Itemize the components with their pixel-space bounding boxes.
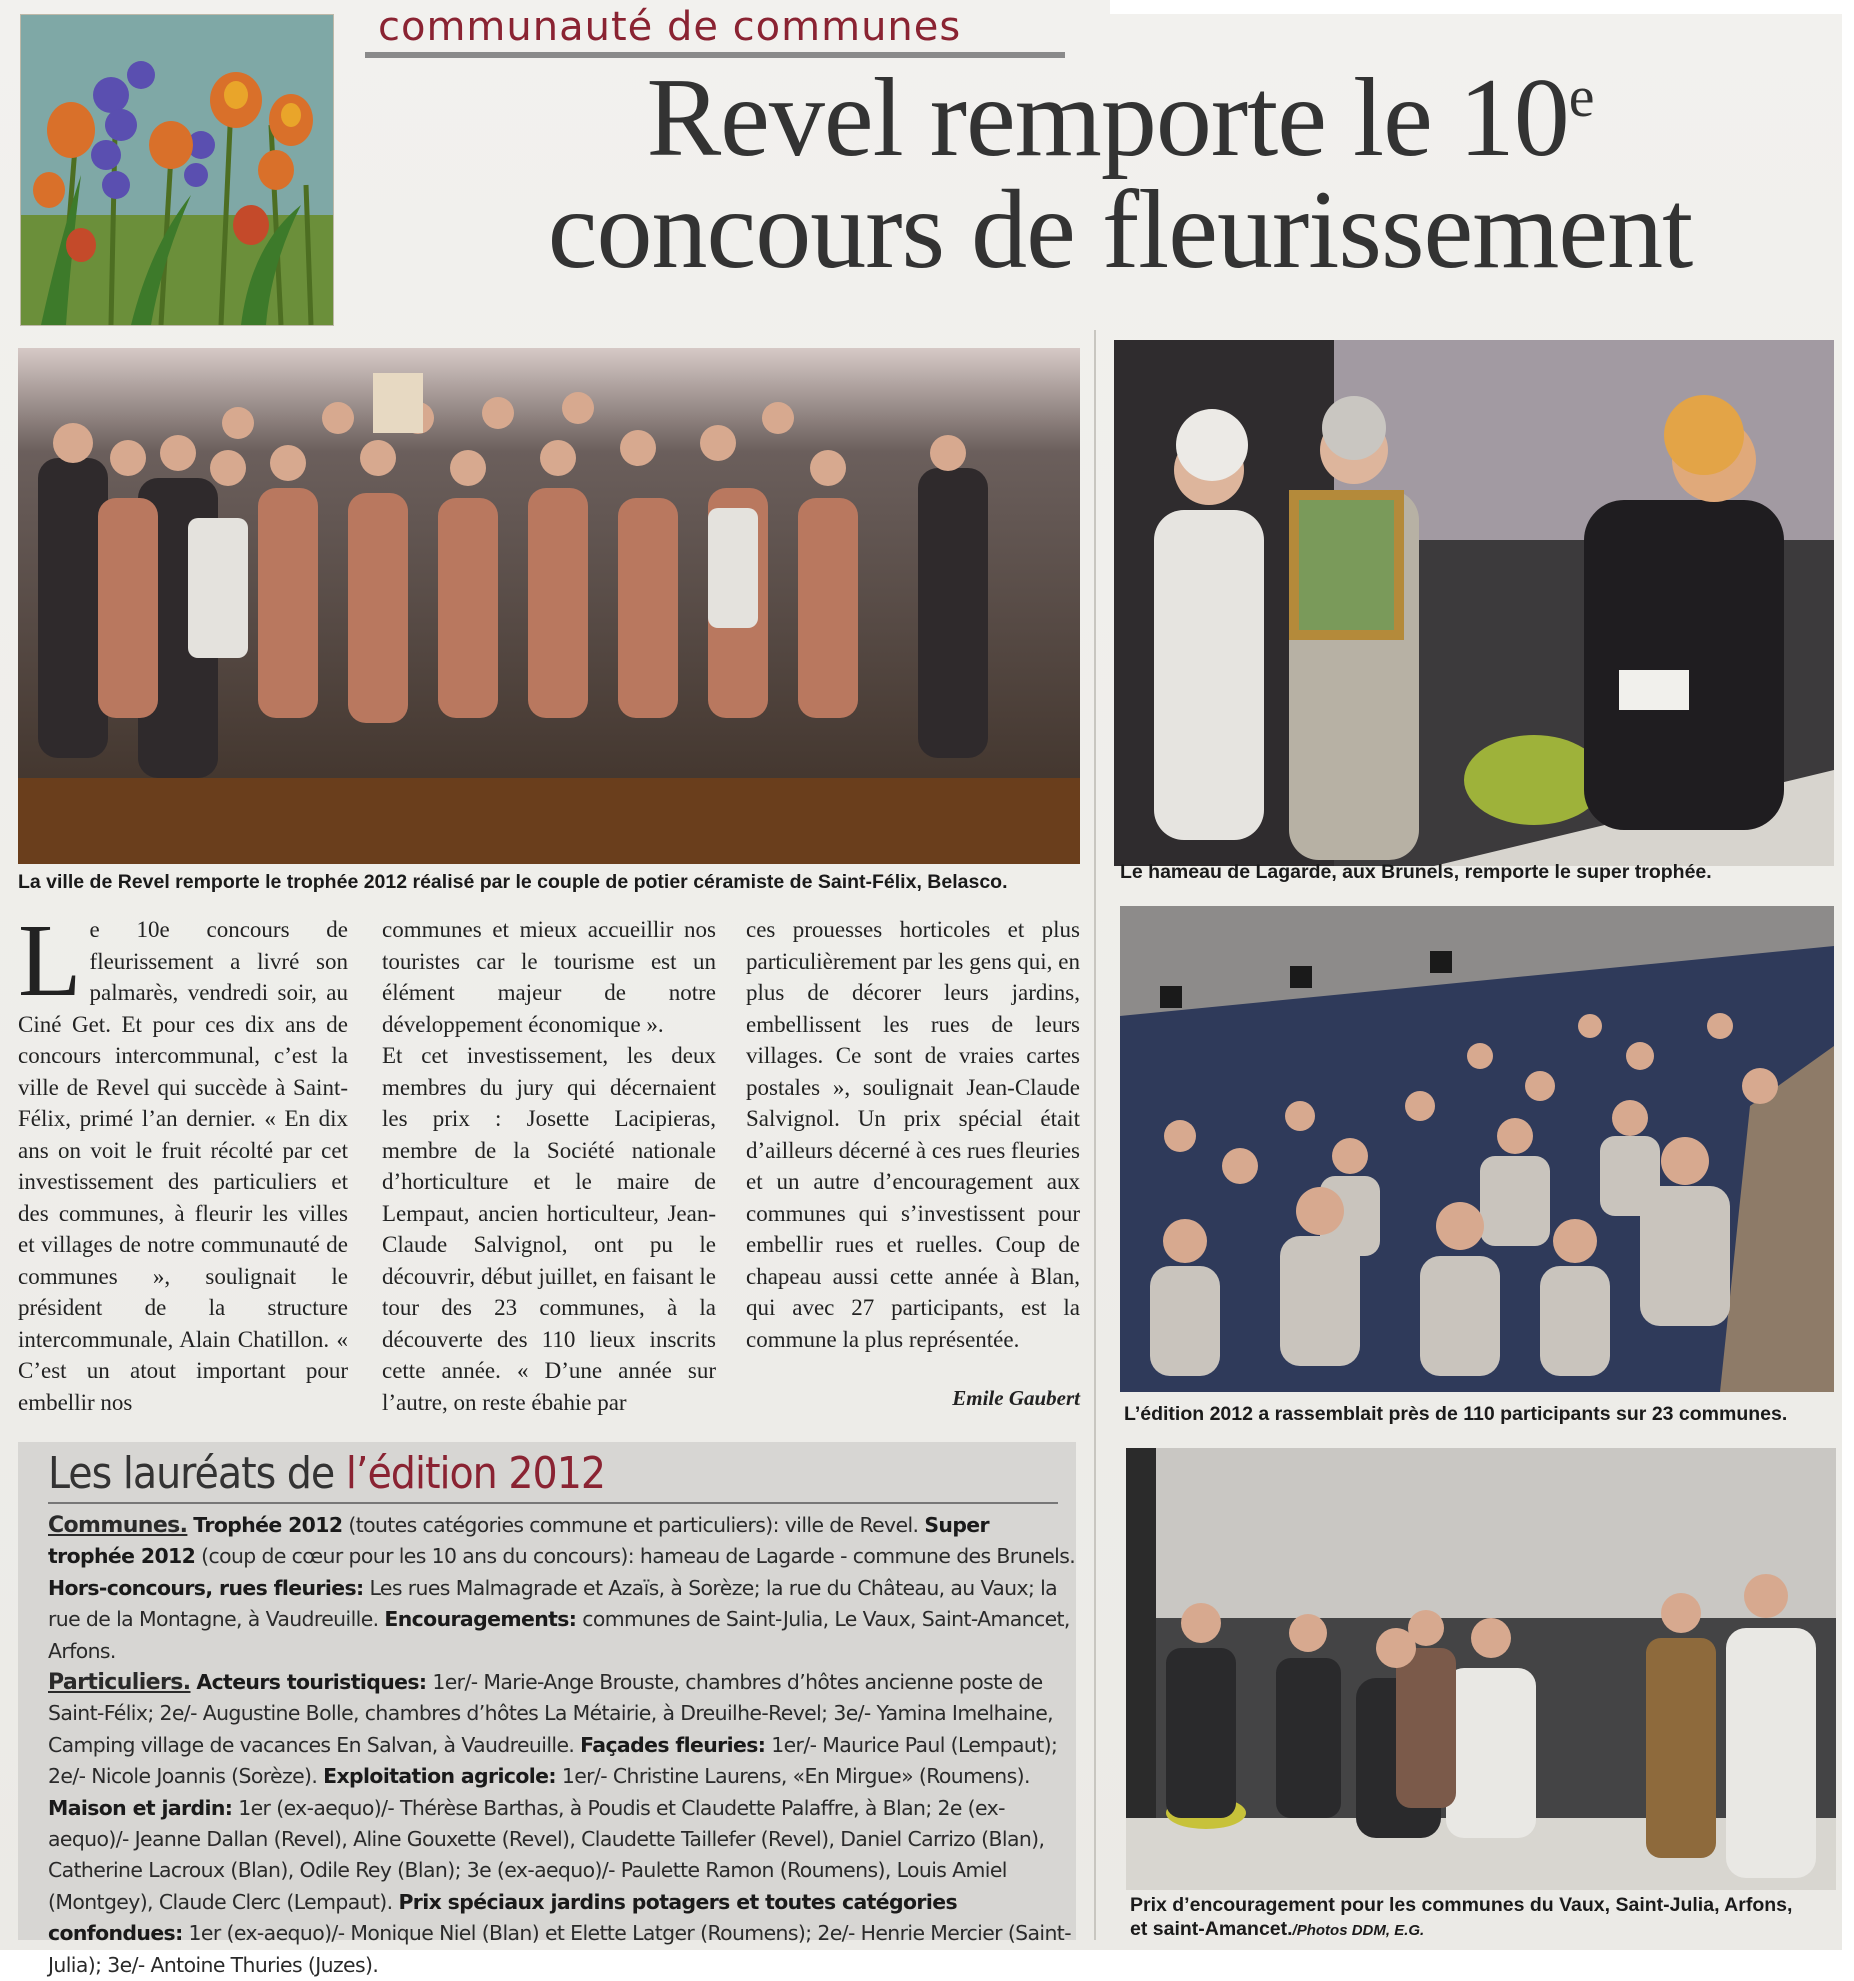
lagarde-photo-caption: Le hameau de Lagarde, aux Brunels, remporte le super trophée. — [1120, 861, 1712, 883]
section-label: communauté de communes — [378, 4, 962, 50]
page-title — [440, 56, 1800, 292]
article-column-2 — [382, 914, 716, 1418]
audience-photo — [1120, 906, 1834, 1392]
column-divider — [1094, 330, 1096, 1940]
encouragement-photo — [1126, 1448, 1836, 1890]
category-communes: Communes. — [48, 1513, 188, 1538]
laureates-title: Les lauréats de l’édition 2012 — [48, 1448, 606, 1499]
headline-line-1: Revel remporte le 10e — [646, 56, 1594, 180]
group-photo-caption: La ville de Revel remporte le trophée 2012 réalisé par le couple de potier céramiste de Saint-Félix, Belasco. — [18, 871, 1008, 893]
scan-margin — [1842, 0, 1854, 1950]
encouragement-caption-line-1: Prix d’encouragement pour les communes du Vaux, Saint-Julia, Arfons, — [1130, 1894, 1793, 1916]
laureates-divider — [48, 1502, 1058, 1504]
article-column-1 — [18, 903, 348, 1418]
encouragement-photo-caption — [1130, 1893, 1792, 1943]
article-paragraph: Et cet investissement, les deux membres du jury qui décernaient les prix : Josette Lacipieras, membre de la Société nationale d’horticulture et le maire de Lempaut, ancien horticulteur, Jean-Claude Salvignol, ont pu le découvrir, début juillet, en faisant le tour des 23 communes, à la découverte des 110 lieux inscrits cette année. « D’une année sur l’autre, on reste ébahie par — [382, 1043, 716, 1415]
category-particuliers: Particuliers. — [48, 1670, 191, 1696]
group-photo — [18, 348, 1080, 864]
laureates-list: Communes. Trophée 2012 (toutes catégories commune et particuliers): ville de Revel. Super trophée 2012 (coup de cœur pour les 10 ans du concours): hameau de Lagarde - commune des Brunels. Hors-concours, rues fleuries: Les rues Malmagrade et Azaïs, à Sorèze; la rue du Château, au Vaux; la rue de la Montagne, à Vaudreuille. Encouragements: communes de Saint-Julia, Le Vaux, Saint-Amancet, Arfons. Particuliers. Acteurs touristiques: 1er/- Marie-Ange Brouste, chambres d’hôtes ancienne poste de Saint-Félix; 2e/- Augustine Bolle, chambres d’hôtes La Métairie, à Dreuilhe-Revel; 3e/- Yamina Imelhaine, Camping village de vacances En Salvan, à Vaudreuille. Façades fleuries: 1er/- Maurice Paul (Lempaut); 2e/- Nicole Joannis (Sorèze). Exploitation agricole: 1er/- Christine Laurens, «En Mirgue» (Roumens). Maison et jardin: 1er (ex-aequo)/- Thérèse Barthas, à Poudis et Claudette Palaffre, à Blan; 2e (ex-aequo)/- Jeanne Dallan (Revel), Aline Gouxette (Revel), Claudette Taillefer (Revel), Daniel Carrizo (Blan), Catherine Lacroux (Blan), Odile Rey (Blan); 3e (ex-aequo)/- Paulette Ramon (Roumens), Louis Amiel (Montgey), Claude Clerc (Lempaut). Prix spéciaux jardins potagers et toutes catégories confondues: 1er (ex-aequo)/- Monique Niel (Blan) et Elette Latger (Roumens); 2e/- Henrie Mercier (Saint-Julia); 3e/- Antoine Thuries (Juzes). — [48, 1513, 1076, 1977]
article-paragraph: e 10e concours de fleurissement a livré son palmarès, vendredi soir, au Ciné Get. Et pour ces dix ans de concours intercommunal, c’est la ville de Revel qui succède à Saint-Félix, primé l’an dernier. « En dix ans on voit le fruit récolté par cet investissement des particuliers et des communes, à fleurir les villes et villages de notre communauté de communes », soulignait le président de la structure intercommunale, Alain Chatillon. « C’est un atout important pour embellir nos — [18, 917, 348, 1415]
headline-line-2: concours de fleurissement — [547, 168, 1693, 292]
article-paragraph: ces prouesses horticoles et plus particulièrement par les gens qui, en plus de décorer leurs jardins, embellissent les rues de leurs villages. Ce sont de vraies cartes postales », soulignait Jean-Claude Salvignol. Un prix spécial était d’ailleurs décerné à ces rues fleuries et un autre d’encouragement aux communes qui s’investissent pour embellir rues et ruelles. Coup de chapeau aussi cette année à Blan, qui avec 27 participants, est la commune la plus représentée. — [746, 917, 1080, 1352]
byline: Emile Gaubert — [952, 1386, 1080, 1410]
photo-credit: /Photos DDM, E.G. — [1292, 1922, 1425, 1939]
audience-photo-caption: L’édition 2012 a rassemblait près de 110 participants sur 23 communes. — [1124, 1403, 1788, 1425]
scan-margin — [1110, 0, 1854, 14]
lagarde-photo — [1114, 340, 1834, 866]
laureates-box — [18, 1442, 1076, 1977]
encouragement-caption-line-2: et saint-Amancet./Photos DDM, E.G. — [1130, 1918, 1425, 1940]
article-paragraph: communes et mieux accueillir nos touristes car le tourisme est un élément majeur de notre développement économique ». — [382, 917, 716, 1037]
article-column-3 — [746, 914, 1080, 1355]
flower-painting-image — [20, 14, 334, 326]
drop-cap: L — [18, 903, 82, 1018]
